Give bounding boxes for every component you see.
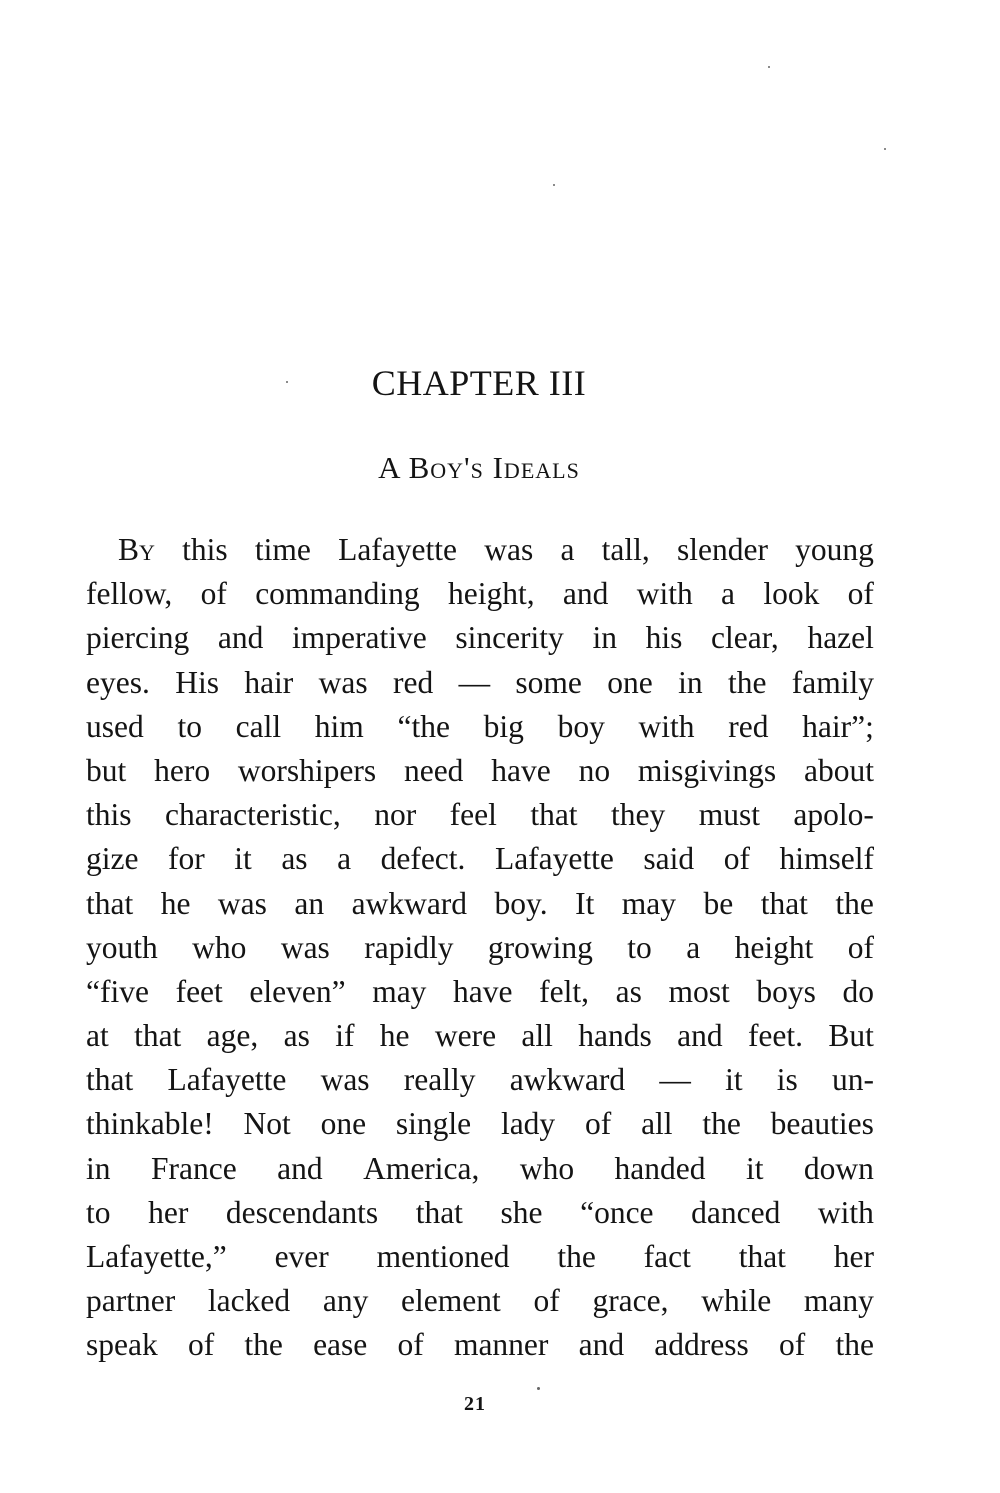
chapter-number: CHAPTER III: [371, 363, 587, 403]
word: “the: [397, 708, 450, 744]
word: of: [847, 576, 874, 612]
word: red: [728, 708, 769, 744]
text-line: [86, 837, 874, 881]
word: of: [778, 1327, 806, 1363]
word: no: [578, 752, 611, 788]
word: slender: [676, 532, 768, 567]
word: in: [592, 620, 617, 656]
word: was: [484, 532, 534, 567]
body-text: [86, 528, 874, 1368]
word: for: [168, 841, 205, 877]
word: as: [615, 973, 642, 1009]
word: Not: [243, 1106, 291, 1142]
text-line: [86, 749, 874, 793]
word: about: [804, 752, 874, 788]
word: ease: [313, 1327, 368, 1363]
word: boys: [756, 973, 816, 1009]
word: her: [148, 1194, 189, 1230]
word: in: [86, 1150, 111, 1186]
word: lady: [500, 1106, 556, 1142]
word: if: [335, 1018, 355, 1054]
word: fellow,: [86, 576, 173, 612]
word: feet: [175, 973, 223, 1009]
word: with: [636, 576, 693, 612]
word: a: [337, 841, 352, 877]
word: Lafayette,”: [86, 1239, 227, 1274]
word: single: [395, 1106, 472, 1142]
word: to: [177, 708, 202, 744]
page-number: 21: [464, 1393, 486, 1415]
text-line: [86, 1191, 874, 1235]
word: imperative: [291, 620, 427, 656]
word: of: [723, 841, 750, 877]
word: the: [835, 1327, 874, 1363]
word: apolo-: [793, 797, 874, 833]
word: while: [701, 1283, 772, 1319]
word: of: [187, 1327, 215, 1363]
word: America,: [363, 1150, 480, 1186]
word: un-: [832, 1062, 874, 1098]
word: and: [562, 576, 609, 612]
word: lacked: [207, 1283, 291, 1319]
word: who: [192, 929, 247, 965]
word: growing: [487, 929, 593, 965]
word: himself: [779, 841, 874, 877]
word: they: [611, 797, 666, 833]
word: the: [727, 664, 767, 700]
word: family: [791, 664, 874, 700]
word: her: [833, 1239, 874, 1274]
word: and: [677, 1018, 723, 1054]
word: But: [828, 1018, 874, 1054]
word: as: [283, 1018, 310, 1054]
word: he: [160, 885, 191, 921]
word: big: [483, 708, 524, 744]
word: grace,: [592, 1283, 669, 1319]
word: —: [659, 1062, 691, 1098]
word: one: [320, 1106, 367, 1142]
word: may: [372, 973, 427, 1009]
word: misgivings: [637, 752, 777, 788]
word: be: [703, 885, 734, 921]
text-line: [86, 572, 874, 616]
word: By: [118, 532, 155, 567]
word: was: [280, 929, 330, 965]
word: element: [401, 1283, 501, 1319]
word: partner: [86, 1283, 176, 1319]
word: address: [654, 1327, 749, 1363]
word: hands: [578, 1018, 652, 1054]
word: hero: [154, 752, 211, 788]
word: and: [578, 1327, 625, 1363]
scan-speck: [553, 184, 555, 186]
word: young: [795, 532, 874, 567]
text-line: [86, 1058, 874, 1102]
word: to: [86, 1194, 111, 1230]
word: mentioned: [376, 1239, 510, 1274]
text-line: [86, 1147, 874, 1191]
scan-speck: [537, 1387, 540, 1390]
word: age,: [206, 1018, 259, 1054]
word: any: [322, 1283, 369, 1319]
word: youth: [86, 929, 158, 965]
text-line: [86, 882, 874, 926]
word: beauties: [770, 1106, 874, 1142]
word: was: [217, 885, 267, 921]
word: red: [392, 664, 434, 700]
word: and: [277, 1150, 323, 1186]
text-line: [86, 926, 874, 970]
word: awkward: [351, 885, 468, 921]
word: some: [515, 664, 582, 700]
word: characteristic,: [164, 797, 341, 833]
word: who: [519, 1150, 575, 1186]
scan-speck: [884, 148, 886, 150]
word: of: [397, 1327, 424, 1363]
word: as: [281, 841, 308, 877]
text-line: [86, 528, 874, 572]
word: tall,: [601, 532, 650, 567]
word: height: [734, 929, 814, 965]
word: hair”;: [802, 708, 874, 744]
word: a: [721, 576, 736, 612]
word: look: [763, 576, 820, 612]
word: that: [738, 1239, 786, 1274]
word: of: [847, 929, 874, 965]
word: commanding: [255, 576, 420, 612]
text-line: [86, 793, 874, 837]
word: clear,: [711, 620, 779, 656]
word: the: [702, 1106, 741, 1142]
text-line: [86, 1323, 874, 1367]
text-line: [86, 616, 874, 660]
word: feel: [449, 797, 497, 833]
text-line: [86, 705, 874, 749]
word: this: [86, 797, 132, 833]
word: France: [150, 1150, 237, 1186]
word: one: [607, 664, 653, 700]
text-line: [86, 1102, 874, 1146]
word: to: [627, 929, 652, 965]
chapter-title: A Boy's Ideals: [378, 450, 580, 485]
word: defect.: [380, 841, 466, 877]
word: said: [643, 841, 695, 877]
word: His: [175, 664, 219, 700]
word: and: [217, 620, 264, 656]
word: she: [500, 1194, 543, 1230]
word: time: [254, 532, 311, 567]
word: handed: [614, 1150, 706, 1186]
word: piercing: [86, 620, 190, 656]
word: at: [86, 1018, 109, 1054]
word: a: [686, 929, 701, 965]
word: ever: [274, 1239, 329, 1274]
word: that: [134, 1018, 182, 1054]
word: speak: [86, 1327, 158, 1363]
word: the: [835, 885, 874, 921]
word: the: [244, 1327, 283, 1363]
word: it: [234, 841, 252, 877]
word: awkward: [509, 1062, 626, 1098]
word: that: [415, 1194, 463, 1230]
text-line: [86, 661, 874, 705]
word: most: [668, 973, 730, 1009]
word: hair: [244, 664, 294, 700]
word: in: [678, 664, 703, 700]
word: it: [725, 1062, 743, 1098]
word: was: [318, 664, 368, 700]
word: Lafayette: [338, 532, 457, 567]
word: boy: [557, 708, 605, 744]
word: have: [453, 973, 513, 1009]
word: of: [533, 1283, 560, 1319]
word: an: [294, 885, 325, 921]
word: eyes.: [86, 664, 150, 700]
word: danced: [691, 1194, 781, 1230]
word: it: [745, 1150, 764, 1186]
word: It: [575, 885, 595, 921]
word: this: [182, 532, 228, 567]
word: his: [645, 620, 683, 656]
word: he: [379, 1018, 410, 1054]
word: were: [434, 1018, 497, 1054]
word: sincerity: [455, 620, 564, 656]
word: feet.: [747, 1018, 804, 1054]
word: fact: [643, 1239, 691, 1274]
word: gize: [86, 841, 139, 877]
word: really: [403, 1062, 476, 1098]
word: Lafayette: [494, 841, 614, 877]
word: that: [86, 1062, 134, 1098]
word: “once: [580, 1194, 654, 1230]
word: —: [458, 664, 491, 700]
word: the: [557, 1239, 596, 1274]
word: manner: [453, 1327, 549, 1363]
word: was: [320, 1062, 370, 1098]
word: with: [817, 1194, 874, 1230]
word: but: [86, 752, 127, 788]
word: many: [803, 1283, 874, 1319]
word: him: [314, 708, 364, 744]
word: thinkable!: [86, 1106, 214, 1142]
word: of: [200, 576, 227, 612]
word: height,: [447, 576, 535, 612]
word: of: [585, 1106, 612, 1142]
word: felt,: [539, 973, 589, 1009]
word: used: [86, 708, 144, 744]
word: have: [491, 752, 551, 788]
word: all: [521, 1018, 553, 1054]
word: that: [86, 885, 134, 921]
word: that: [760, 885, 808, 921]
word: Lafayette: [167, 1062, 287, 1098]
word: down: [803, 1150, 874, 1186]
word: do: [842, 973, 874, 1009]
word: may: [621, 885, 677, 921]
text-line: [86, 1014, 874, 1058]
word: rapidly: [364, 929, 454, 965]
word: descendants: [225, 1194, 379, 1230]
word: boy.: [494, 885, 548, 921]
word: call: [235, 708, 282, 744]
scan-speck: [768, 66, 770, 68]
text-line: [86, 1279, 874, 1323]
word: hazel: [807, 620, 874, 656]
word: all: [641, 1106, 673, 1142]
text-line: [86, 1235, 874, 1279]
word: need: [403, 752, 464, 788]
word: must: [698, 797, 760, 833]
word: a: [560, 532, 575, 567]
word: nor: [374, 797, 417, 833]
word: with: [638, 708, 695, 744]
word: that: [530, 797, 578, 833]
word: is: [776, 1062, 798, 1098]
text-line: [86, 970, 874, 1014]
word: worshipers: [237, 752, 377, 788]
word: “five: [86, 973, 149, 1009]
word: eleven”: [249, 973, 346, 1009]
